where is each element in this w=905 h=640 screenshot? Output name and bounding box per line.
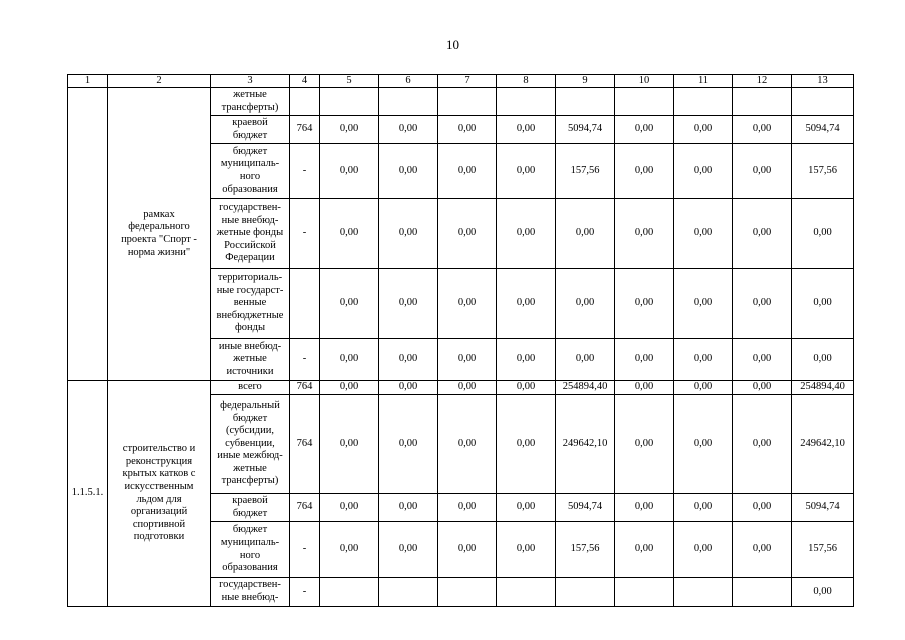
- value-cell: 0,00: [615, 381, 674, 395]
- value-cell: 157,56: [556, 144, 615, 199]
- cell-line: подготовки: [133, 531, 185, 543]
- kbk-cell: -: [290, 339, 320, 381]
- value-cell: [733, 578, 792, 607]
- value-cell: 0,00: [615, 116, 674, 144]
- funding-source-cell: [211, 494, 290, 522]
- value-cell: 0,00: [438, 522, 497, 578]
- cell-line: муниципаль-: [220, 158, 280, 170]
- value-cell: [379, 578, 438, 607]
- cell-line: трансферты): [221, 101, 279, 113]
- value-cell: 157,56: [792, 144, 854, 199]
- value-cell: 0,00: [379, 199, 438, 269]
- cell-line: государствен-: [219, 202, 281, 214]
- cell-line: государствен-: [219, 579, 281, 591]
- value-cell: [379, 88, 438, 116]
- funding-source-cell: [211, 381, 290, 395]
- value-cell: 0,00: [733, 269, 792, 339]
- value-cell: 0,00: [320, 144, 379, 199]
- value-cell: [733, 88, 792, 116]
- funding-source-cell: [211, 88, 290, 116]
- cell-line: льдом для: [136, 493, 182, 505]
- cell-line: норма жизни": [127, 246, 191, 258]
- funding-source-cell: [211, 199, 290, 269]
- value-cell: 0,00: [733, 494, 792, 522]
- header-cell: 4: [290, 75, 320, 88]
- header-cell: 10: [615, 75, 674, 88]
- value-cell: 0,00: [615, 199, 674, 269]
- page-number: 10: [446, 37, 459, 52]
- value-cell: 249642,10: [556, 395, 615, 494]
- value-cell: 0,00: [320, 494, 379, 522]
- value-cell: 5094,74: [792, 494, 854, 522]
- cell-line: субвенции,: [225, 437, 275, 449]
- kbk-cell: [290, 269, 320, 339]
- cell-line: краевой: [232, 116, 268, 128]
- cell-line: Российской: [224, 239, 276, 251]
- header-cell: 1: [68, 75, 108, 88]
- value-cell: 0,00: [379, 116, 438, 144]
- value-cell: 0,00: [379, 144, 438, 199]
- value-cell: 0,00: [497, 199, 556, 269]
- cell-line: бюджет: [232, 129, 268, 141]
- funding-source-cell: [211, 269, 290, 339]
- value-cell: [320, 578, 379, 607]
- value-cell: 0,00: [556, 199, 615, 269]
- value-cell: 0,00: [733, 144, 792, 199]
- value-cell: 0,00: [674, 381, 733, 395]
- value-cell: 0,00: [438, 116, 497, 144]
- value-cell: 5094,74: [556, 494, 615, 522]
- header-cell: 12: [733, 75, 792, 88]
- value-cell: 0,00: [792, 578, 854, 607]
- value-cell: [438, 578, 497, 607]
- header-cell: 9: [556, 75, 615, 88]
- value-cell: [674, 578, 733, 607]
- funding-source-cell: [211, 522, 290, 578]
- cell-line: Федерации: [225, 252, 275, 264]
- cell-line: всего: [238, 381, 262, 393]
- value-cell: 0,00: [556, 269, 615, 339]
- cell-line: федерального: [128, 221, 190, 233]
- kbk-cell: -: [290, 144, 320, 199]
- value-cell: 0,00: [674, 395, 733, 494]
- value-cell: [615, 88, 674, 116]
- kbk-cell: 764: [290, 395, 320, 494]
- cell-line: федеральный: [220, 399, 280, 411]
- value-cell: 0,00: [379, 522, 438, 578]
- cell-line: (субсидии,: [226, 425, 274, 437]
- cell-line: жетные: [233, 88, 267, 100]
- header-cell: 5: [320, 75, 379, 88]
- cell-line: бюджет: [232, 507, 268, 519]
- value-cell: 0,00: [320, 339, 379, 381]
- value-cell: 0,00: [615, 395, 674, 494]
- value-cell: [792, 88, 854, 116]
- value-cell: 0,00: [615, 144, 674, 199]
- value-cell: 0,00: [674, 144, 733, 199]
- value-cell: 0,00: [674, 494, 733, 522]
- value-cell: 0,00: [438, 199, 497, 269]
- funding-source-cell: [211, 339, 290, 381]
- value-cell: 0,00: [497, 395, 556, 494]
- cell-line: бюджет: [232, 145, 268, 157]
- funding-source-cell: [211, 144, 290, 199]
- table-body: [68, 75, 854, 607]
- value-cell: 0,00: [615, 494, 674, 522]
- header-cell: 11: [674, 75, 733, 88]
- cell-line: территориаль-: [217, 272, 283, 284]
- kbk-cell: -: [290, 199, 320, 269]
- cell-line: ные государст-: [216, 284, 284, 296]
- value-cell: 0,00: [320, 381, 379, 395]
- value-cell: 0,00: [733, 339, 792, 381]
- value-cell: 0,00: [733, 395, 792, 494]
- header-cell: 7: [438, 75, 497, 88]
- funding-source-cell: [211, 116, 290, 144]
- row-code-cell: [68, 88, 108, 381]
- cell-line: ного: [239, 171, 261, 182]
- value-cell: 0,00: [320, 269, 379, 339]
- cell-line: краевой: [232, 494, 268, 506]
- header-cell: 13: [792, 75, 854, 88]
- cell-line: ные внебюд-: [221, 214, 279, 226]
- kbk-cell: [290, 88, 320, 116]
- value-cell: 0,00: [320, 395, 379, 494]
- value-cell: 0,00: [379, 381, 438, 395]
- value-cell: 0,00: [438, 395, 497, 494]
- cell-line: образования: [222, 562, 278, 574]
- value-cell: 0,00: [792, 339, 854, 381]
- value-cell: 0,00: [320, 116, 379, 144]
- cell-line: реконструкция: [125, 455, 193, 467]
- value-cell: 157,56: [556, 522, 615, 578]
- cell-line: строительство и: [122, 443, 196, 455]
- header-cell: 2: [108, 75, 211, 88]
- value-cell: 0,00: [615, 269, 674, 339]
- value-cell: 0,00: [438, 269, 497, 339]
- value-cell: 0,00: [320, 522, 379, 578]
- value-cell: [497, 88, 556, 116]
- value-cell: 0,00: [497, 522, 556, 578]
- cell-line: фонды: [234, 322, 266, 334]
- header-cell: 3: [211, 75, 290, 88]
- kbk-cell: -: [290, 522, 320, 578]
- kbk-cell: 764: [290, 116, 320, 144]
- value-cell: 5094,74: [556, 116, 615, 144]
- value-cell: 0,00: [438, 144, 497, 199]
- value-cell: 0,00: [320, 199, 379, 269]
- cell-line: искусственным: [124, 480, 194, 492]
- header-row: [68, 75, 854, 88]
- cell-line: муниципаль-: [220, 536, 280, 548]
- value-cell: 254894,40: [556, 381, 615, 395]
- value-cell: 0,00: [379, 395, 438, 494]
- cell-line: иные внебюд-: [218, 340, 282, 352]
- value-cell: [320, 88, 379, 116]
- value-cell: 0,00: [497, 494, 556, 522]
- value-cell: [556, 578, 615, 607]
- value-cell: 0,00: [438, 494, 497, 522]
- value-cell: 0,00: [497, 381, 556, 395]
- funding-source-cell: [211, 578, 290, 607]
- value-cell: 5094,74: [792, 116, 854, 144]
- value-cell: [497, 578, 556, 607]
- value-cell: 0,00: [733, 199, 792, 269]
- value-cell: 0,00: [792, 269, 854, 339]
- table-row: [68, 381, 854, 395]
- value-cell: 0,00: [497, 116, 556, 144]
- measure-name-cell: [108, 381, 211, 607]
- value-cell: 0,00: [379, 339, 438, 381]
- cell-line: образования: [222, 183, 278, 195]
- table-row: [68, 88, 854, 116]
- cell-line: жетные: [233, 353, 267, 365]
- value-cell: 0,00: [674, 339, 733, 381]
- value-cell: [438, 88, 497, 116]
- value-cell: 0,00: [556, 339, 615, 381]
- value-cell: 0,00: [615, 339, 674, 381]
- value-cell: 0,00: [497, 144, 556, 199]
- kbk-cell: 764: [290, 381, 320, 395]
- value-cell: 0,00: [733, 522, 792, 578]
- value-cell: 0,00: [438, 381, 497, 395]
- value-cell: 249642,10: [792, 395, 854, 494]
- kbk-cell: 764: [290, 494, 320, 522]
- value-cell: 254894,40: [792, 381, 854, 395]
- value-cell: 0,00: [733, 116, 792, 144]
- value-cell: 0,00: [674, 522, 733, 578]
- cell-line: организаций: [130, 506, 188, 518]
- cell-line: источники: [226, 365, 274, 377]
- value-cell: 0,00: [497, 339, 556, 381]
- value-cell: 0,00: [615, 522, 674, 578]
- cell-line: внебюджетные: [216, 309, 284, 321]
- value-cell: 157,56: [792, 522, 854, 578]
- cell-line: жетные: [233, 462, 267, 474]
- cell-line: спортивной: [132, 518, 186, 530]
- value-cell: [615, 578, 674, 607]
- value-cell: 0,00: [379, 269, 438, 339]
- value-cell: 0,00: [438, 339, 497, 381]
- row-code-cell: 1.1.5.1.: [68, 381, 108, 607]
- header-cell: 8: [497, 75, 556, 88]
- value-cell: 0,00: [497, 269, 556, 339]
- value-cell: 0,00: [674, 269, 733, 339]
- cell-line: иные межбюд-: [217, 450, 283, 462]
- cell-line: трансферты): [221, 475, 279, 487]
- cell-line: жетные фонды: [216, 227, 284, 239]
- cell-line: бюджет: [232, 524, 268, 536]
- cell-line: венные: [233, 297, 267, 309]
- header-cell: 6: [379, 75, 438, 88]
- cell-line: ного: [239, 549, 261, 561]
- cell-line: проекта "Спорт -: [121, 234, 197, 245]
- value-cell: 0,00: [733, 381, 792, 395]
- value-cell: [556, 88, 615, 116]
- value-cell: 0,00: [792, 199, 854, 269]
- value-cell: [674, 88, 733, 116]
- cell-line: крытых катков с: [122, 468, 196, 480]
- cell-line: бюджет: [232, 412, 268, 424]
- budget-table: [67, 74, 854, 607]
- kbk-cell: -: [290, 578, 320, 607]
- cell-line: ные внебюд-: [221, 592, 279, 603]
- value-cell: 0,00: [674, 199, 733, 269]
- funding-source-cell: [211, 395, 290, 494]
- value-cell: 0,00: [674, 116, 733, 144]
- measure-name-cell: [108, 88, 211, 381]
- value-cell: 0,00: [379, 494, 438, 522]
- cell-line: рамках: [143, 208, 175, 220]
